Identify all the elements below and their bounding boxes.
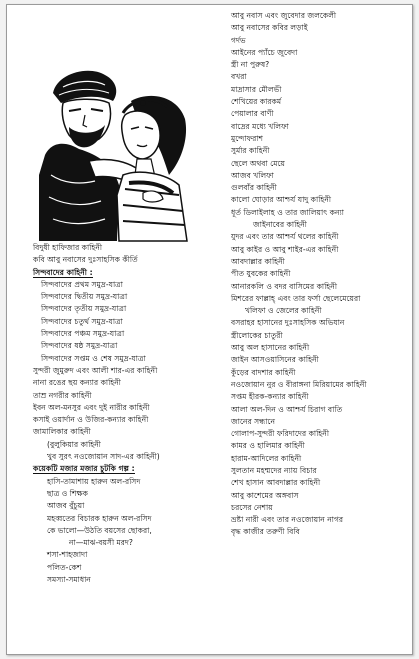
contents-left-column [33, 242, 208, 586]
entry-title: আইনের প্যাঁচে জুবেদা [231, 47, 298, 57]
contents-entry [231, 84, 409, 96]
contents-entry [231, 428, 409, 440]
entry-title: সুলতান মহম্মদের ন্যায় বিচার [231, 465, 317, 475]
contents-entry [33, 390, 208, 402]
entry-title: আজব খলিফা [231, 170, 274, 180]
entry-title: ভ্রষ্টা নারী এবং তার নওজোয়ান নাগর [231, 515, 344, 525]
contents-entry [231, 416, 409, 428]
entry-title: আজব বুঁচুয়া [47, 501, 85, 511]
contents-entry [33, 513, 208, 525]
entry-title: পলিত-কেশ [47, 562, 82, 572]
entry-title: শসা-শাহজাদা [47, 550, 88, 560]
contents-entry [231, 256, 409, 268]
contents-entry [231, 502, 409, 514]
entry-title: বিদুষী হাফিজার কাহিনী [33, 243, 103, 252]
entry-title: জাইনাবের কাহিনী [253, 220, 307, 230]
entry-title: সিন্দবাদের ষষ্ঠ সমুদ্র-যাত্রা [41, 341, 118, 351]
contents-entry [231, 231, 409, 243]
entry-title: পীত যুবকের কাহিনী [231, 269, 291, 279]
contents-entry [33, 439, 208, 451]
contents-entry [33, 365, 208, 377]
contents-entry [33, 476, 208, 488]
entry-title: আলা অল-দিন ও আশ্চর্য চিরাগ বাতি [231, 404, 343, 414]
contents-entry [231, 317, 409, 329]
entry-title: কামর ও হালিমার কাহিনী [231, 441, 305, 451]
contents-entry [231, 145, 409, 157]
entry-title: আবু নবাস এবং জুবেদার জলকেলী [231, 11, 337, 20]
contents-entry [231, 342, 409, 354]
entry-title: কবি আবু নবাসের দুঃসাহসিক কীর্তি [33, 255, 138, 265]
contents-entry [33, 377, 208, 389]
contents-entry [231, 305, 409, 317]
entry-title: জানের সন্ধানে [231, 416, 275, 426]
contents-entry [231, 47, 409, 59]
entry-title: সিন্দবাদের তৃতীয় সমুদ্র-যাত্রা [41, 304, 127, 314]
contents-entry [33, 254, 208, 266]
entry-title: মাদ্রাসার মৌলভী [231, 84, 282, 94]
contents-entry [231, 440, 409, 452]
book-page [6, 4, 413, 655]
contents-entry [33, 316, 208, 328]
contents-entry [231, 10, 409, 22]
couple-illustration [39, 65, 189, 243]
entry-title: গর্দভ [231, 35, 246, 45]
contents-entry [231, 35, 409, 47]
entry-title: সিন্দবাদের প্রথম সমুদ্র-যাত্রা [41, 279, 123, 289]
entry-title: চরসের নেশায় [231, 502, 273, 512]
entry-title: বখরা [231, 72, 247, 82]
contents-entry [231, 514, 409, 526]
entry-title: মুন্দোফরাশ [231, 133, 263, 143]
contents-entry [231, 108, 409, 120]
entry-title: সিন্দবাদের পঞ্চম সমুদ্র-যাত্রা [41, 329, 125, 339]
contents-entry [231, 59, 409, 71]
entry-title: আবু কাশেমের অঙ্গবাস [231, 490, 299, 500]
contents-entry [33, 426, 208, 438]
entry-title: মহব্বতের বিচারক হারুন অল-রসিদ [47, 513, 152, 523]
contents-entry [231, 465, 409, 477]
entry-title: স্ত্রী না পুরুষ? [231, 60, 270, 70]
entry-title: বৃদ্ধ কাজীর তরুণী বিবি [231, 527, 300, 537]
contents-entry [33, 414, 208, 426]
entry-title: কে ভালো—উঠতি বয়সের ছোকরা, [47, 525, 152, 535]
contents-entry [231, 404, 409, 416]
contents-entry [231, 391, 409, 403]
entry-title: সুর্মার কাহিনী [231, 146, 270, 156]
entry-title: নওজোয়ান নুর ও বীরাঙ্গনা মিরিয়ামের কাহিনী [231, 379, 367, 389]
entry-title: ছাত্র ও শিক্ষক [47, 488, 88, 498]
entry-title: কসাই ওয়ার্দান ও উজির-কন্যার কাহিনী [33, 415, 149, 425]
entry-title: তাম্র নগরীর কাহিনী [33, 390, 92, 400]
entry-title: গুলবাঁর কাহিনী [231, 183, 277, 193]
entry-title: জামালিকার কাহিনী [33, 427, 91, 437]
entry-title: যুদর এবং তার আশ্চর্য থলের কাহিনী [231, 232, 339, 242]
contents-entry [33, 537, 208, 549]
section-heading [33, 463, 208, 475]
contents-entry [33, 488, 208, 500]
entry-title: আনারকলি ও বদর বাসিমের কাহিনী [231, 281, 337, 291]
contents-entry [33, 340, 208, 352]
contents-entry [231, 219, 409, 231]
contents-entry [33, 303, 208, 315]
entry-title: আবু কাইর ও আবু শাইর-এর কাহিনী [231, 244, 339, 254]
entry-title: (বুলুকিয়ার কাহিনী [47, 439, 101, 449]
entry-title: কালো ঘোড়ার আশ্চর্য যাদু কাহিনী [231, 195, 332, 205]
entry-title: বাদ্রের মধ্যে খলিফা [231, 121, 289, 131]
contents-entry [33, 574, 208, 586]
contents-entry [33, 291, 208, 303]
contents-entry [33, 525, 208, 537]
contents-entry [231, 477, 409, 489]
entry-title: আবু নবাসের কবির লড়াই [231, 23, 308, 33]
contents-entry [231, 71, 409, 83]
contents-entry [231, 182, 409, 194]
section-heading [33, 267, 208, 279]
contents-entry [231, 22, 409, 34]
contents-entry [231, 158, 409, 170]
entry-title: কুঁড়ের বাদশার কাহিনী [231, 367, 296, 377]
contents-entry [33, 242, 208, 254]
entry-title: সিন্দবাদের দ্বিতীয় সমুদ্র-যাত্রা [41, 292, 128, 302]
contents-entry [231, 121, 409, 133]
entry-title: আবু অল হাসানের কাহিনী [231, 343, 310, 353]
entry-title: সুন্দরী জুমুরুদ এবং আলী শার-এর কাহিনী [33, 365, 158, 375]
entry-title: সপ্তম হীরক-কন্যার কাহিনী [231, 392, 309, 402]
entry-title: হারাম-আদিলের কাহিনী [231, 453, 302, 463]
contents-entry [33, 279, 208, 291]
contents-entry [231, 354, 409, 366]
entry-title: ইবন অল-মনসুর এবং দুই নারীর কাহিনী [33, 402, 150, 412]
contents-entry [231, 170, 409, 182]
entry-title: স্ত্রীলোকের চাতুরী [231, 330, 283, 340]
entry-title: বসরাহর হাসানের দুঃসাহসিক অভিযান [231, 318, 345, 328]
entry-title: সমস্যা-সমাধান [47, 575, 91, 585]
contents-entry [231, 133, 409, 145]
entry-title: জাইন আসওয়াসিনের কাহিনী [231, 355, 319, 365]
contents-entry [231, 207, 409, 219]
entry-title: গোলাপ-সুন্দরী ফরিদাদের কাহিনী [231, 429, 329, 439]
entry-title: ধূর্ত ডিলাইলাহ ও তার জালিয়াৎ কন্যা [231, 207, 344, 217]
contents-entry [33, 328, 208, 340]
contents-entry [33, 451, 208, 463]
contents-entry [231, 330, 409, 342]
entry-title: সিন্দবাদের চতুর্থ সমুদ্র-যাত্রা [41, 316, 123, 326]
contents-entry [231, 526, 409, 538]
contents-entry [231, 367, 409, 379]
contents-entry [231, 490, 409, 502]
entry-title: ছেলে অথবা মেয়ে [231, 158, 285, 168]
contents-entry [33, 402, 208, 414]
entry-title: সিন্দবাদের কাহিনী : [33, 267, 93, 277]
entry-title: কয়েকটি মজার মজার চুটকি গল্প : [33, 464, 135, 474]
entry-title: শেখিয়ের কারকর্ম [231, 97, 282, 107]
entry-title: মিশরের ফাল্লাহ্ এবং তার ফর্সা ছেলেমেয়েরা [231, 293, 361, 303]
contents-entry [231, 96, 409, 108]
entry-title: হাসি-তামাশায় হারুন অল-রসিদ [47, 476, 141, 486]
entry-title: শেখ হাসান আবদাল্লার কাহিনী [231, 478, 321, 488]
contents-entry [231, 281, 409, 293]
entry-title: পেয়ালার বাণী [231, 109, 274, 119]
contents-entry [231, 194, 409, 206]
contents-entry [231, 268, 409, 280]
contents-entry [33, 353, 208, 365]
entry-title: খুব সুরৎ নওজোয়ান সাদ-এর কাহিনী) [47, 452, 160, 462]
contents-entry [33, 500, 208, 512]
entry-title: নানা রঙের ছয় কন্যার কাহিনী [33, 378, 121, 388]
entry-title: সিন্দবাদের সপ্তম ও শেষ সমুদ্র-যাত্রা [41, 353, 146, 363]
contents-entry [33, 549, 208, 561]
entry-title: খলিফা ও জেলের কাহিনী [245, 306, 322, 316]
entry-title: না—মাঝ-বয়সী মরদ? [69, 538, 133, 548]
contents-entry [231, 453, 409, 465]
contents-entry [231, 293, 409, 305]
contents-right-column [231, 10, 409, 539]
contents-entry [231, 244, 409, 256]
contents-entry [231, 379, 409, 391]
contents-entry [33, 562, 208, 574]
entry-title: আবদাল্লার কাহিনী [231, 256, 285, 266]
